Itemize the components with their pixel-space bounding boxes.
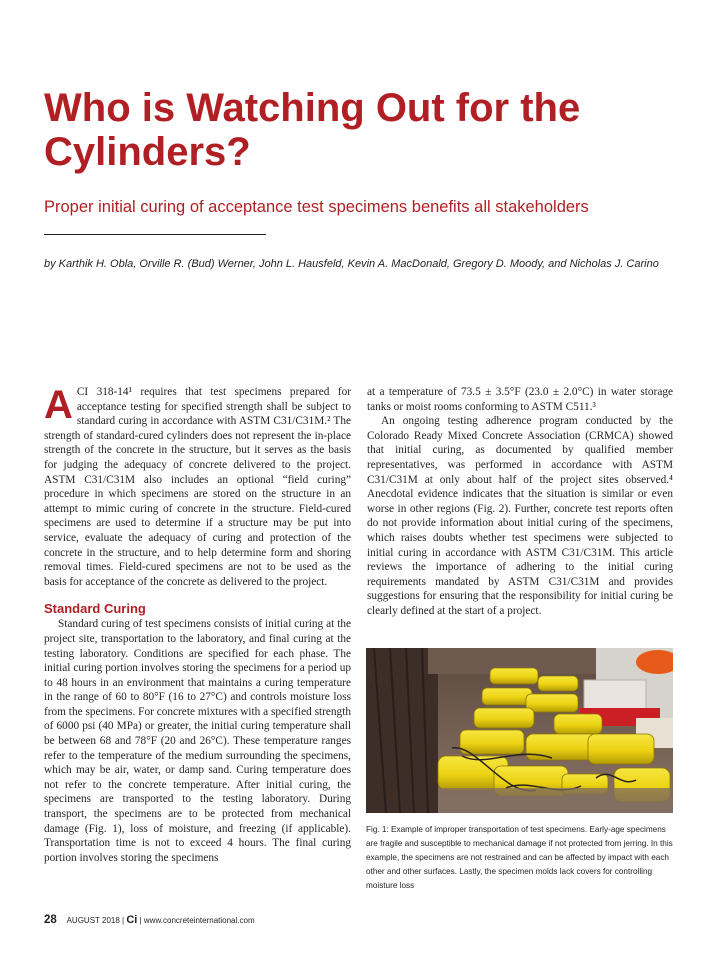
intro-paragraph <box>44 385 351 589</box>
body-column-right <box>367 385 673 619</box>
title-divider <box>44 234 266 235</box>
continuation-paragraph: at a temperature of 73.5 ± 3.5°F (23.0 ± 2.0°C) in water storage tanks or moist rooms conforming to ASTM C511.³ <box>367 386 673 413</box>
figure-1-caption: Fig. 1: Example of improper transportation of test specimens. Early-age specimens are fragile and susceptible to mechanical damage if not protected from jerring. In this example, the specimens are not restrained and can be affected by impact with each other and other surfaces. Lastly, the specimen molds lack covers for controlling moisture loss <box>366 825 673 890</box>
standard-curing-paragraph: Standard curing of test specimens consists of initial curing at the project site, transportation to the laboratory, and final curing at the testing laboratory. Conditions are specified for each phase. The initial curing portion involves storing the specimens for a period up to 48 hours in an environment that maintains a curing temperature in the range of 60 to 80°F (16 to 27°C) and controls moisture loss from the specimens. For concrete mixtures with a specified strength of 6000 psi (40 MPa) or greater, the initial curing temperature shall be between 68 and 78°F (20 and 26°C). These temperature ranges refer to the temperature of the medium surrounding the specimens, which may be air, water, or damp sand. Curing temperature does not refer to the concrete temperature. After initial curing, the specimens are transported to the testing laboratory. During transport, the specimens are to be protected from mechanical damage (Fig. 1), loss of moisture, and freezing (if applicable). Transportation time is not to exceed 4 hours. The final curing portion involves storing the specimens <box>44 618 351 864</box>
figure-1-photo <box>366 648 673 813</box>
page-footer <box>44 914 255 926</box>
footer-separator: | <box>122 916 125 925</box>
drop-cap: A <box>44 383 73 427</box>
body-column-left <box>44 385 351 865</box>
issue-date: AUGUST 2018 <box>66 916 120 925</box>
crmca-paragraph: An ongoing testing adherence program conducted by the Colorado Ready Mixed Concrete Association (CRMCA) showed that initial curing, as documented by qualified member representatives, was performed in accordance with ASTM C31/C31M at only about half of the project sites observed.⁴ Anecdotal evidence indicates that the situation is similar or even worse in other regions (Fig. 2). Further, concrete test reports often do not provide information about initial curing of the specimens, which raises doubts whether test specimens were subjected to initial curing in accordance with ASTM C31/C31M. This article reviews the importance of adhering to the initial curing requirements mandated by ASTM C31/C31M and provides suggestions for ensuring that the responsibility for initial curing be clearly defined at the start of a project. <box>367 415 673 617</box>
article-title: Who is Watching Out for the Cylinders? <box>44 86 581 174</box>
footer-separator: | <box>139 916 142 925</box>
website-url[interactable]: www.concreteinternational.com <box>143 916 255 925</box>
ci-logo: Ci <box>126 914 138 926</box>
page-number: 28 <box>44 914 57 926</box>
section-heading-standard-curing: Standard Curing <box>44 601 146 617</box>
author-byline: by Karthik H. Obla, Orville R. (Bud) Werner, John L. Hausfeld, Kevin A. MacDonald, Gregory D. Moody, and Nicholas J. Carino <box>44 258 659 270</box>
article-subtitle: Proper initial curing of acceptance test specimens benefits all stakeholders <box>44 198 589 216</box>
intro-text: CI 318-14¹ requires that test specimens prepared for acceptance testing for specified strength shall be subject to standard curing in accordance with ASTM C31/C31M.² The strength of standard-cured cylinders does not represent the in-place strength of the concrete in the structure, but it serves as the basis for judging the adequacy of concrete delivered to the project. ASTM C31/C31M also includes an optional “field curing” procedure in which specimens are stored on the structure in an attempt to mimic curing of concrete in the structure. Field-cured specimens are used to determine if a structure may be put into service, evaluate the adequacy of curing and protection of the concrete in the structure, and to help determine form and shoring removal times. Field-cured specimens are not to be used as the basis for acceptance of the concrete as delivered to the project. <box>44 386 351 588</box>
